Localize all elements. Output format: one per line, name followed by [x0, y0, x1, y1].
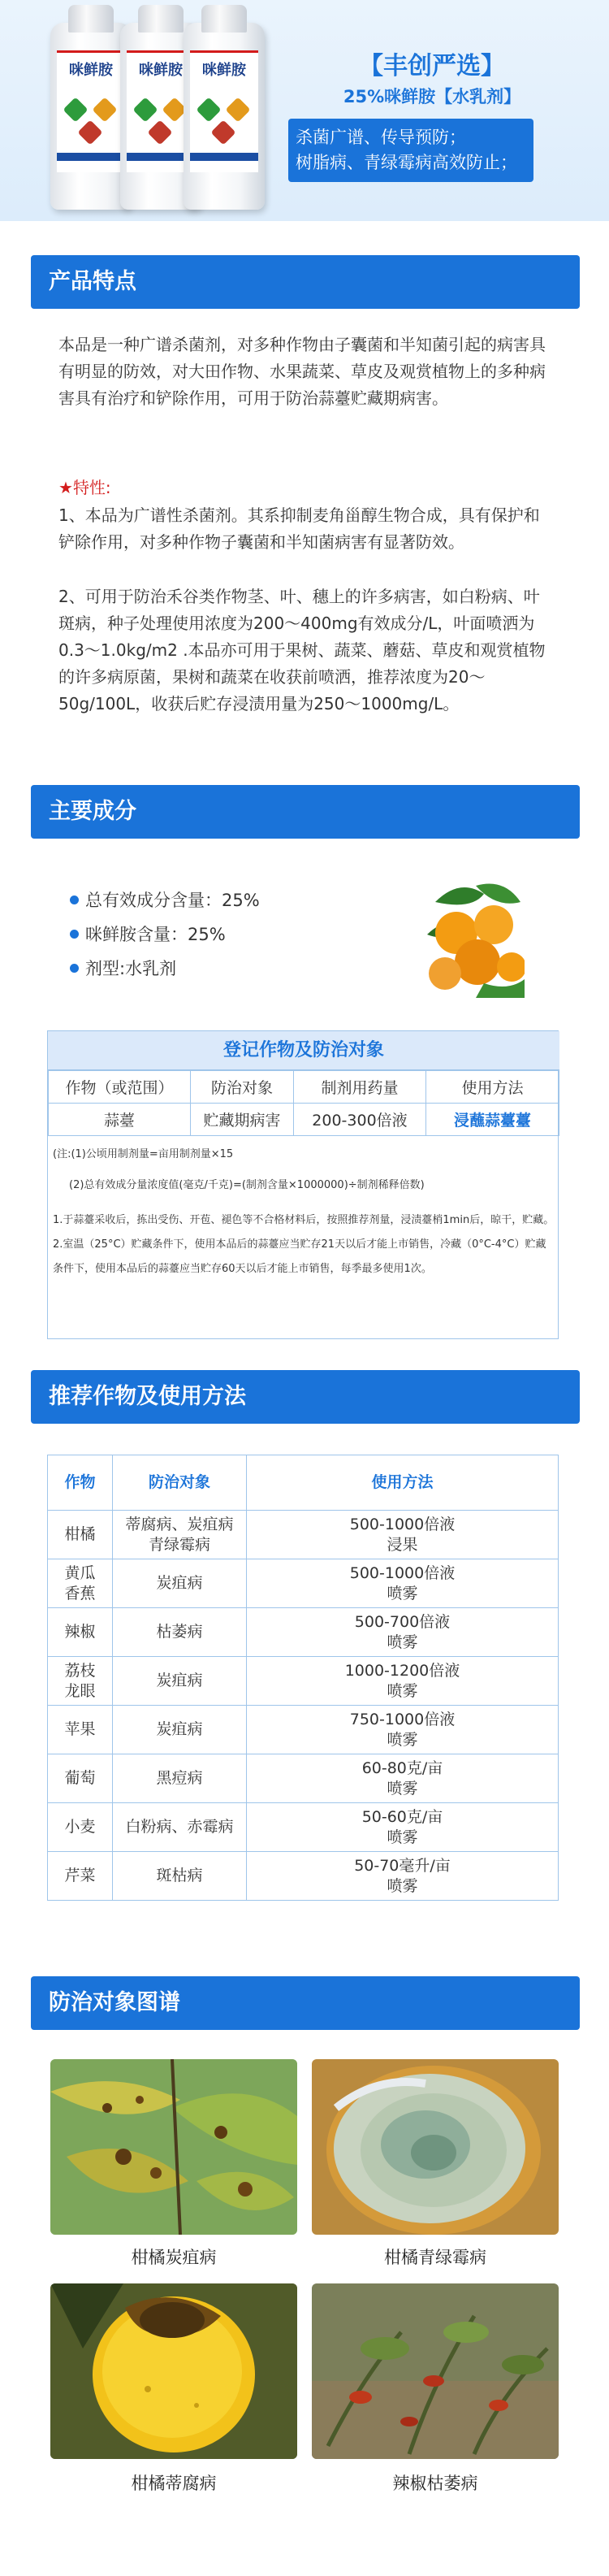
cell-line: 炭疽病 — [156, 1720, 203, 1738]
table-row — [48, 1852, 559, 1901]
cell-line: 龙眼 — [64, 1681, 96, 1700]
method-cell — [247, 1852, 559, 1901]
crop-cell — [48, 1803, 113, 1852]
gallery-caption: 柑橘青绿霉病 — [384, 2248, 486, 2267]
method-cell — [247, 1706, 559, 1754]
table-row — [49, 1104, 559, 1136]
table-header-cell: 使用方法 — [247, 1455, 559, 1511]
bullet-icon — [70, 930, 79, 939]
table-header-cell: 制剂用药量 — [294, 1071, 426, 1104]
ingredient-item: 总有效成分含量：25% — [70, 887, 260, 912]
table-cell: 蒜薹 — [49, 1104, 191, 1136]
section-title-ingredients: 主要成分 — [31, 785, 580, 839]
cell-line: 柑橘 — [64, 1525, 96, 1543]
orange-fruit-image — [427, 878, 525, 998]
cell-line: 芹菜 — [64, 1867, 96, 1884]
gallery-caption: 柑橘炭疽病 — [131, 2248, 217, 2267]
features-heading — [58, 475, 555, 501]
hero-feature-box — [288, 119, 533, 182]
cell-line: 500-1000倍液 — [349, 1515, 456, 1533]
crop-cell — [48, 1852, 113, 1901]
cell-line: 1000-1200倍液 — [344, 1661, 460, 1680]
cell-line: 斑枯病 — [156, 1867, 203, 1884]
crop-cell — [48, 1608, 113, 1657]
citrus-blue-mold-photo — [312, 2059, 559, 2235]
section-title-gallery: 防治对象图谱 — [31, 1976, 580, 2030]
cell-line: 香蕉 — [64, 1584, 96, 1602]
bottle-label: 咪鲜胺 — [139, 62, 183, 79]
method-cell — [247, 1657, 559, 1706]
features-intro: 本品是一种广谱杀菌剂，对多种作物由子囊菌和半知菌引起的病害具有明显的防效，对大田作物、水果蔬菜、草皮及观赏植物上的多种病害具有治疗和铲除作用，可用于防治蒜薹贮藏期病害。 — [58, 335, 546, 408]
method-cell — [247, 1511, 559, 1559]
table-header-row — [49, 1071, 559, 1104]
table-header-cell: 防治对象 — [191, 1071, 294, 1104]
cell-line: 喷雾 — [387, 1779, 418, 1798]
target-cell — [113, 1706, 247, 1754]
product-bottle-image — [50, 23, 132, 210]
cell-line: 50-60克/亩 — [361, 1807, 443, 1826]
bottle-label: 咪鲜胺 — [69, 62, 113, 79]
cell-line: 小麦 — [64, 1818, 96, 1836]
citrus-anthracnose-photo — [50, 2059, 297, 2235]
table-header-cell: 作物 — [48, 1455, 113, 1511]
cell-line: 500-1000倍液 — [349, 1563, 456, 1582]
bullet-icon — [70, 896, 79, 904]
crop-table-body — [48, 1511, 559, 1901]
cell-line: 喷雾 — [387, 1876, 418, 1895]
ingredient-item: 剂型:水乳剂 — [70, 956, 176, 980]
section-title-recommend: 推荐作物及使用方法 — [31, 1370, 580, 1424]
cell-line: 喷雾 — [387, 1584, 418, 1602]
cell-line: 炭疽病 — [156, 1574, 203, 1592]
method-cell — [247, 1803, 559, 1852]
features-point-2: 2、可用于防治禾谷类作物茎、叶、穗上的许多病害，如白粉病、叶斑病，种子处理使用浓度为200〜400mg有效成分/L，叶面喷洒为0.3〜1.0kg/m2 .本品亦可用于果树、蔬菜、蘑菇、草皮和观赏植物的许多病原菌，果树和蔬菜在收获前喷洒，推荐浓度为20〜50g/100L，收获后贮存浸渍用量为250〜1000mg/L。 — [58, 587, 546, 713]
features-point-1: 1、本品为广谱性杀菌剂。其系抑制麦角甾醇生物合成，具有保护和铲除作用，对多种作物子囊菌和半知菌病害有显著防效。 — [58, 505, 540, 552]
registration-note-3: 1.于蒜薹采收后，拣出受伤、开苞、褪色等不合格材料后，按照推荐剂量，浸渍薹梢1min后，晾干，贮藏。2.室温（25°C）贮藏条件下，使用本品后的蒜薹应当贮存21天以后才能上市销售，冷藏（0°C-4°C）贮藏条件下，使用本品后的蒜薹应当贮存60天以后才能上市销售，每季最多使用1次。 — [53, 1214, 555, 1275]
table-header-cell: 作物（或范围） — [49, 1071, 191, 1104]
cell-line: 辣椒 — [64, 1623, 96, 1641]
cell-line: 葡萄 — [64, 1769, 96, 1787]
method-cell — [247, 1754, 559, 1803]
table-header-cell: 使用方法 — [426, 1071, 559, 1104]
crop-usage-table — [47, 1455, 559, 1901]
registration-title: 登记作物及防治对象 — [48, 1031, 559, 1070]
target-cell — [113, 1559, 247, 1608]
method-cell — [247, 1559, 559, 1608]
cell-line: 喷雾 — [387, 1730, 418, 1749]
table-cell: 浸蘸蒜薹薹 — [426, 1104, 559, 1136]
registration-table — [48, 1070, 559, 1136]
cell-line: 枯萎病 — [156, 1623, 203, 1641]
table-row — [48, 1657, 559, 1706]
crop-cell — [48, 1511, 113, 1559]
target-cell — [113, 1608, 247, 1657]
ingredient-item: 咪鲜胺含量：25% — [70, 922, 226, 946]
registration-note-2: (2)总有效成分量浓度值(毫克/千克)=(制剂含量×1000000)÷制剂稀释倍数) — [69, 1179, 425, 1191]
features-heading-text: 特性: — [72, 478, 111, 497]
table-row — [48, 1511, 559, 1559]
table-header-cell: 防治对象 — [113, 1455, 247, 1511]
cell-line: 喷雾 — [387, 1681, 418, 1700]
table-row — [48, 1803, 559, 1852]
table-row — [48, 1608, 559, 1657]
section-title-features: 产品特点 — [31, 255, 580, 309]
cell-line: 浸果 — [387, 1535, 418, 1554]
cell-line: 荔枝 — [64, 1661, 96, 1680]
hero-subtitle: 25%咪鲜胺【水乳剂】 — [343, 87, 521, 106]
registration-note-1: (注:(1)公顷用制剂量=亩用制剂量×15 — [53, 1148, 234, 1160]
star-icon: ★ — [58, 478, 73, 497]
target-cell — [113, 1657, 247, 1706]
cell-line: 500-700倍液 — [354, 1612, 451, 1631]
crop-cell — [48, 1754, 113, 1803]
table-cell: 贮藏期病害 — [191, 1104, 294, 1136]
citrus-stem-end-rot-photo — [50, 2283, 297, 2459]
cell-line: 喷雾 — [387, 1828, 418, 1846]
cell-line: 黄瓜 — [64, 1563, 96, 1582]
hero-feature-line: 杀菌广谱、传导预防； — [296, 128, 466, 147]
bullet-icon — [70, 964, 79, 973]
table-row — [48, 1754, 559, 1803]
gallery-caption: 柑橘蒂腐病 — [131, 2474, 217, 2493]
crop-cell — [48, 1657, 113, 1706]
cell-line: 青绿霉病 — [148, 1535, 210, 1554]
table-row — [48, 1559, 559, 1608]
table-row — [48, 1706, 559, 1754]
target-cell — [113, 1852, 247, 1901]
target-cell — [113, 1803, 247, 1852]
cell-line: 喷雾 — [387, 1633, 418, 1651]
bottle-label: 咪鲜胺 — [202, 62, 246, 79]
hero-title: 【丰创严选】 — [359, 52, 505, 80]
table-cell: 200-300倍液 — [294, 1104, 426, 1136]
crop-cell — [48, 1706, 113, 1754]
target-cell — [113, 1511, 247, 1559]
cell-line: 黑痘病 — [156, 1769, 203, 1787]
cell-line: 50-70毫升/亩 — [354, 1856, 451, 1875]
hero-banner — [0, 0, 609, 221]
target-cell — [113, 1754, 247, 1803]
crop-cell — [48, 1559, 113, 1608]
cell-line: 白粉病、赤霉病 — [125, 1818, 234, 1836]
pepper-wilt-photo — [312, 2283, 559, 2459]
cell-line: 750-1000倍液 — [349, 1710, 456, 1728]
cell-line: 炭疽病 — [156, 1672, 203, 1689]
cell-line: 蒂腐病、炭疽病 — [125, 1515, 234, 1533]
registration-panel — [47, 1030, 559, 1339]
method-cell — [247, 1608, 559, 1657]
cell-line: 苹果 — [64, 1720, 96, 1738]
table-header-row — [48, 1455, 559, 1511]
gallery-caption: 辣椒枯萎病 — [392, 2474, 478, 2493]
cell-line: 60-80克/亩 — [361, 1759, 443, 1777]
product-bottle-image — [184, 23, 265, 210]
hero-feature-line: 树脂病、青绿霉病高效防止； — [296, 153, 517, 172]
